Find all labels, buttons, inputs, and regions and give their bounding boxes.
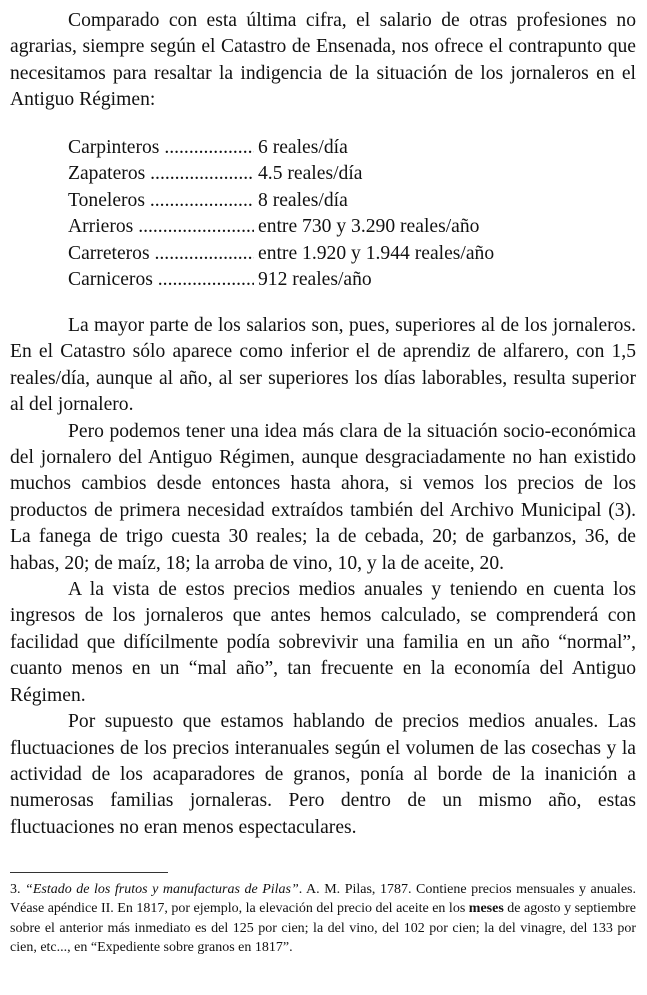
trade-wage: 912 reales/año: [258, 268, 372, 290]
paragraph-text: Comparado con esta última cifra, el salario de otras profesiones no agrarias, siempre según el Catastro de Ensenada, nos ofrece el contrapunto que necesitamos para resaltar la indigencia de la situación de los jornaleros en el Antiguo Régimen:: [10, 10, 636, 111]
trade-name: Carreteros .....: [68, 241, 254, 267]
trade-name: Carniceros .....: [68, 267, 254, 293]
footnote-text-a: . A. M. Pilas, 1787. Contiene precios mensuales y anuales. Véase apéndice II. En 1817, por ejemplo, la elevación del precio del aceite en los: [10, 882, 636, 917]
trade-wage: entre 730 y 3.290 reales/año: [258, 216, 480, 238]
footnote-number: 3.: [10, 882, 21, 897]
body-paragraphs: [10, 313, 636, 841]
trade-wage: 4.5 reales/día: [258, 163, 363, 185]
salary-row: [68, 161, 494, 187]
paragraph-text: Por supuesto que estamos hablando de precios medios anuales. Las fluctuaciones de los precios interanuales según el volumen de las cosechas y la actividad de los acaparadores de granos, ponía al borde de la inanición a numerosas familias jornaleras. Pero dentro de un mismo año, estas fluctuaciones no eran menos espectaculares.: [10, 711, 636, 838]
footnote-text-b: de agosto y septiembre sobre el anterior más inmediato es del 125 por cien; la del vino, del 102 por cien; la del vinagre, del 133 por cien, etc..., en “Expediente sobre granos en 1817”.: [10, 901, 636, 956]
paragraph-text: A la vista de estos precios medios anuales y teniendo en cuenta los ingresos de los jornaleros que antes hemos calculado, se comprenderá con facilidad que difícilmente podía sobrevivir una familia en un año “normal”, cuanto menos en un “mal año”, tan frecuente en la economía del Antiguo Régimen.: [10, 579, 636, 706]
trade-wage: 6 reales/día: [258, 137, 348, 158]
salary-list: [68, 135, 494, 293]
trade-name: Carpinteros .....: [68, 135, 254, 161]
trade-wage: 8 reales/día: [258, 189, 348, 211]
salary-row: [68, 135, 494, 161]
salary-row: [68, 267, 494, 293]
footnote-text: [10, 880, 636, 958]
paragraph-text: Pero podemos tener una idea más clara de la situación socio-económica del jornalero del Antiguo Régimen, aunque desgraciadamente no han existido muchos cambios desde entonces hasta ahora, si vemos los precios de los productos de primera necesidad extraídos también del Archivo Municipal (3). La fanega de trigo cuesta 30 reales; la de cebada, 20; de garbanzos, 36, de habas, 20; de maíz, 18; la arroba de vino, 10, y la de aceite, 20.: [10, 420, 636, 574]
salary-row: [68, 188, 494, 214]
paragraph-text: La mayor parte de los salarios son, pues, superiores al de los jornaleros. En el Catastro sólo aparece como inferior el de aprendiz de alfarero, con 1,5 reales/día, aunque al año, al ser superiores los días laborables, resulta superior al del jornalero.: [10, 315, 636, 416]
footnote-source-title: “Estado de los frutos y manufacturas de Pilas”: [25, 882, 299, 897]
salary-row: [68, 214, 494, 240]
trade-name: Toneleros .....: [68, 188, 254, 214]
trade-name: Arrieros .....: [68, 214, 254, 240]
footnote-bold-word: meses: [468, 901, 504, 917]
footnote: [10, 880, 636, 958]
trade-wage: entre 1.920 y 1.944 reales/año: [258, 242, 495, 264]
intro-paragraph: [10, 8, 636, 114]
footnote-divider: [10, 872, 168, 873]
salary-row: [68, 241, 494, 267]
trade-name: Zapateros .....: [68, 161, 254, 187]
